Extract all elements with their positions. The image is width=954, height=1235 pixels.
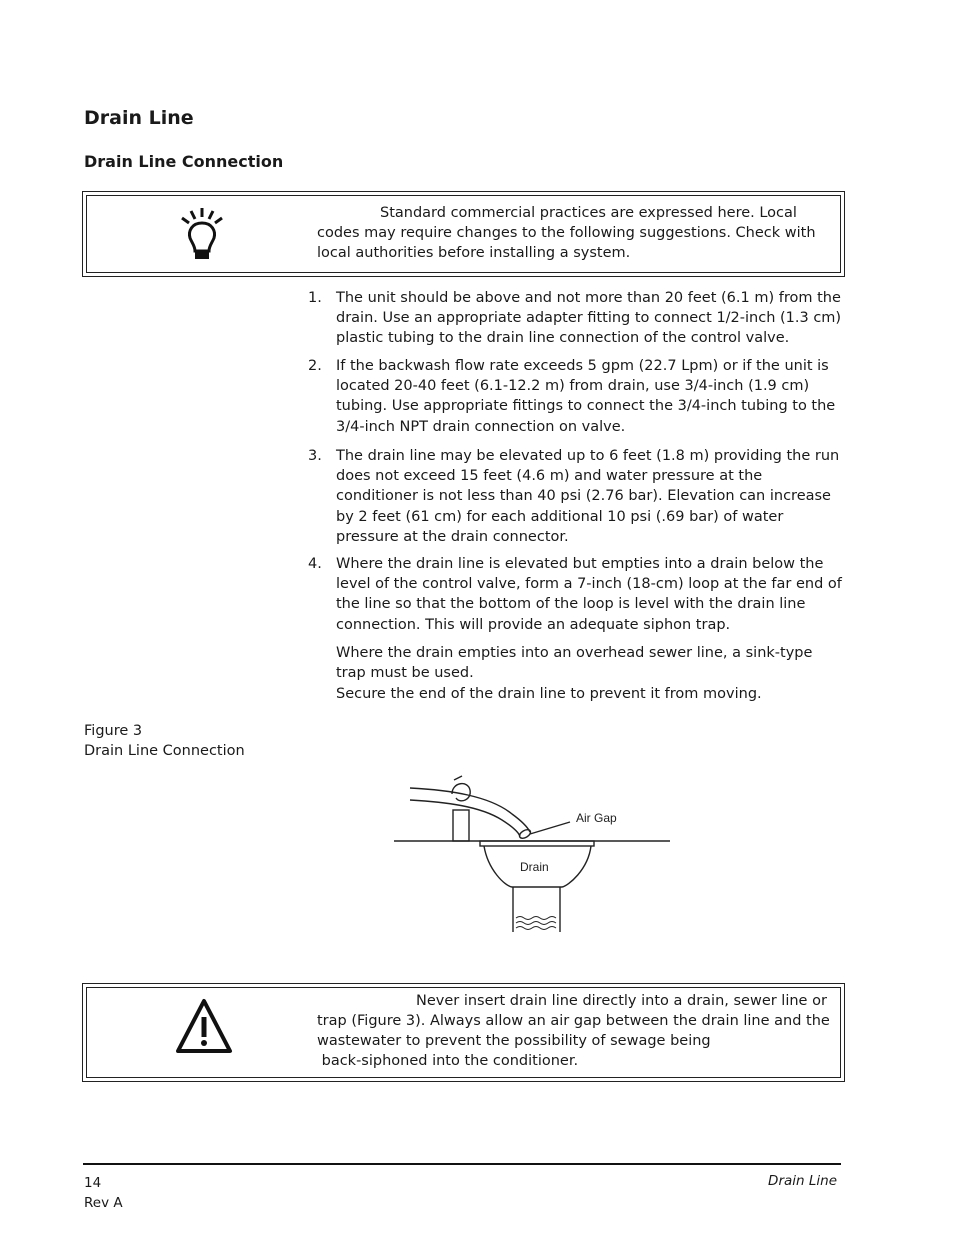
- step-text: The unit should be above and not more than 20 feet (6.1 m) from the drain. Use an appropriate adapter fitting to connect 1/2-inch (1.3 cm) plastic tubing to the drain line connection of the control valve.: [336, 290, 842, 347]
- section-subheading: Drain Line Connection: [84, 152, 284, 171]
- drain-label: Drain: [520, 860, 549, 874]
- caution-box: [82, 983, 845, 1082]
- step-number: 4.: [308, 556, 322, 572]
- footer-left: [84, 1173, 123, 1213]
- step-text: If the backwash flow rate exceeds 5 gpm (22.7 Lpm) or if the unit is located 20-40 feet (6.1-12.2 m) from drain, use 3/4-inch (1.9 cm) tubing. Use appropriate fittings to connect the 3/4-inch tubing to the 3/4-inch NPT drain connection on valve.: [336, 358, 836, 435]
- page-number: 14: [84, 1175, 102, 1191]
- figure-caption: [84, 721, 245, 761]
- step-text: The drain line may be elevated up to 6 feet (1.8 m) providing the run does not exceed 15 feet (4.6 m) and water pressure at the conditioner is not less than 40 psi (2.76 bar). Elevation can increase by 2 feet (61 cm) for each additional 10 psi (.69 bar) of water pressure at the drain connector.: [336, 448, 840, 545]
- caution-line-4: back-siphoned into the conditioner.: [317, 1053, 579, 1069]
- drain-line-diagram: [390, 770, 675, 940]
- secure-drain-paragraph: Secure the end of the drain line to prevent it from moving.: [336, 686, 762, 702]
- revision-label: Rev A: [84, 1195, 123, 1211]
- step-number: 3.: [308, 448, 322, 464]
- step-number: 1.: [308, 290, 322, 306]
- caution-line-1: Never insert drain line directly into a drain, sewer line or: [416, 993, 827, 1009]
- note-line-3: local authorities before installing a system.: [317, 245, 631, 261]
- footer-section-title: Drain Line: [768, 1173, 837, 1189]
- air-gap-label: Air Gap: [576, 811, 617, 825]
- note-line-1: Standard commercial practices are expressed here. Local: [380, 205, 797, 221]
- footer-rule: [83, 1163, 841, 1165]
- warning-triangle-icon: [175, 997, 233, 1055]
- step-text: Where the drain line is elevated but empties into a drain below the level of the control valve, form a 7-inch (18-cm) loop at the far end of the line so that the bottom of the loop is level with the drain line connection. This will provide an adequate siphon trap.: [336, 556, 842, 633]
- figure-number: Figure 3: [84, 723, 143, 739]
- caution-line-2: trap (Figure 3). Always allow an air gap between the drain line and the: [317, 1013, 830, 1029]
- lightbulb-icon: [180, 206, 224, 264]
- caution-line-3: wastewater to prevent the possibility of sewage being: [317, 1033, 711, 1049]
- step-number: 2.: [308, 358, 322, 374]
- page-heading: Drain Line: [84, 107, 194, 129]
- note-box: [82, 191, 845, 277]
- note-line-2: codes may require changes to the following suggestions. Check with: [317, 225, 816, 241]
- sink-trap-paragraph: Where the drain empties into an overhead sewer line, a sink-type trap must be used.: [336, 645, 813, 682]
- figure-title: Drain Line Connection: [84, 743, 245, 759]
